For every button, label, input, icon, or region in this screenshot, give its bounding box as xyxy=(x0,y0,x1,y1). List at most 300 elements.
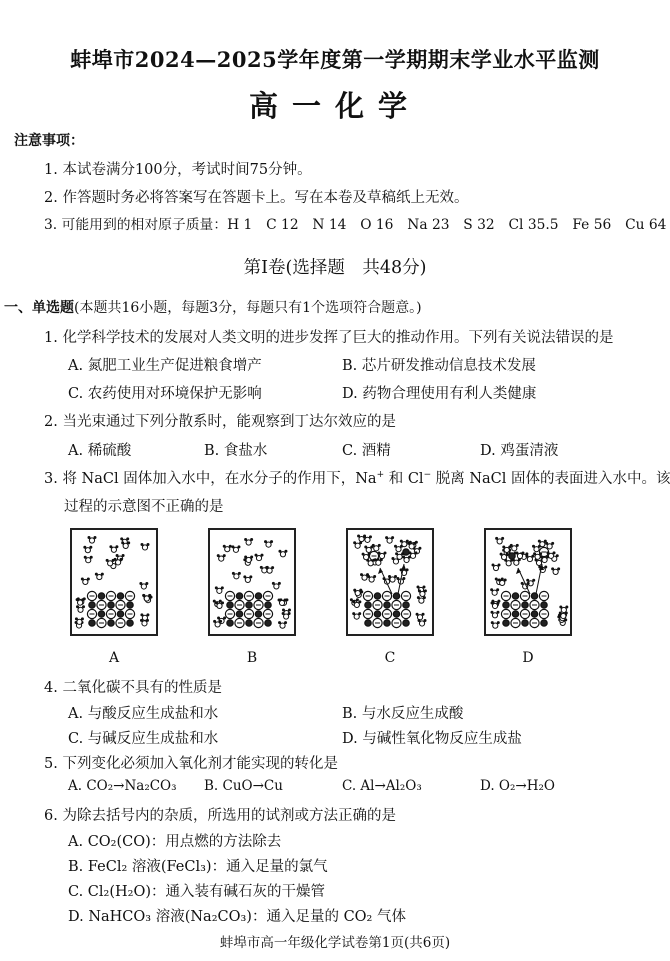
water-hydrogen xyxy=(373,575,376,578)
q3-diagram-d xyxy=(484,528,572,636)
water-hydrogen xyxy=(146,613,149,616)
water-hydrogen xyxy=(229,545,232,548)
water-hydrogen xyxy=(140,543,143,546)
water-hydrogen xyxy=(526,579,529,582)
water-hydrogen xyxy=(553,551,556,554)
sodium-ion xyxy=(265,602,271,608)
water-hydrogen xyxy=(495,578,498,581)
sodium-ion xyxy=(89,602,95,608)
water-oxygen xyxy=(506,561,511,566)
water-oxygen xyxy=(89,538,94,543)
water-oxygen xyxy=(512,546,517,551)
q1-stem: 1. 化学科学技术的发展对人类文明的进步发挥了巨大的推动作用。下列有关说法错误的是 xyxy=(44,330,614,346)
water-oxygen xyxy=(497,539,502,544)
water-hydrogen xyxy=(353,589,356,592)
water-hydrogen xyxy=(76,605,79,608)
water-oxygen xyxy=(97,574,102,579)
water-hydrogen xyxy=(363,535,366,538)
water-hydrogen xyxy=(378,552,381,555)
water-hydrogen xyxy=(250,538,253,541)
water-hydrogen xyxy=(497,621,500,624)
water-hydrogen xyxy=(408,555,411,558)
water-oxygen xyxy=(354,614,359,619)
water-hydrogen xyxy=(145,582,148,585)
water-oxygen xyxy=(284,614,289,619)
water-oxygen xyxy=(504,547,509,552)
q4-option-d: D. 与碱性氧化物反应生成盐 xyxy=(342,731,522,747)
water-oxygen xyxy=(369,577,374,582)
water-oxygen xyxy=(246,557,251,562)
notice-item-1: 1. 本试卷满分100分，考试时间75分钟。 xyxy=(44,162,312,178)
section-heading: 一、单选题 xyxy=(4,300,74,316)
q3-diagram-a-svg xyxy=(72,530,156,634)
water-hydrogen xyxy=(496,611,499,614)
water-oxygen xyxy=(514,560,519,565)
q3-diagram-a xyxy=(70,528,158,636)
water-oxygen xyxy=(77,619,82,624)
water-hydrogen xyxy=(352,612,355,615)
q3-stem-line1 xyxy=(44,467,670,488)
water-hydrogen xyxy=(424,589,427,592)
water-hydrogen xyxy=(109,545,112,548)
water-oxygen xyxy=(86,558,91,563)
water-hydrogen xyxy=(87,536,90,539)
water-hydrogen xyxy=(284,621,287,624)
water-oxygen xyxy=(219,556,224,561)
water-hydrogen xyxy=(352,600,355,603)
sodium-ion xyxy=(509,553,515,559)
water-hydrogen xyxy=(565,611,568,614)
water-hydrogen xyxy=(139,582,142,585)
q3-diagram-d-svg xyxy=(486,530,570,634)
water-oxygen xyxy=(393,559,398,564)
water-oxygen xyxy=(142,621,147,626)
water-oxygen xyxy=(417,615,422,620)
water-hydrogen xyxy=(396,577,399,580)
q4-option-b: B. 与水反应生成酸 xyxy=(342,706,464,722)
water-hydrogen xyxy=(556,554,559,557)
water-hydrogen xyxy=(533,552,536,555)
notice-heading: 注意事项： xyxy=(14,133,84,149)
water-oxygen xyxy=(535,554,540,559)
water-hydrogen xyxy=(490,611,493,614)
water-hydrogen xyxy=(502,545,505,548)
water-oxygen xyxy=(245,577,250,582)
water-oxygen xyxy=(266,542,271,547)
water-hydrogen xyxy=(546,555,549,558)
sodium-ion xyxy=(227,602,233,608)
sodium-ion xyxy=(512,593,518,599)
water-oxygen xyxy=(217,588,222,593)
water-hydrogen xyxy=(219,620,222,623)
water-hydrogen xyxy=(89,546,92,549)
q2-option-d: D. 鸡蛋清液 xyxy=(480,443,559,459)
section-rule: (本题共16小题，每题3分，每题只有1个选项符合题意。) xyxy=(74,300,422,316)
sodium-ion xyxy=(512,611,518,617)
sodium-ion xyxy=(531,593,537,599)
water-hydrogen xyxy=(547,551,550,554)
sodium-ion xyxy=(393,611,399,617)
sodium-ion xyxy=(374,593,380,599)
water-hydrogen xyxy=(532,545,535,548)
water-oxygen xyxy=(534,547,539,552)
water-hydrogen xyxy=(82,598,85,601)
q2-option-a: A. 稀硫酸 xyxy=(68,443,132,459)
sodium-ion xyxy=(503,620,509,626)
water-hydrogen xyxy=(142,594,145,597)
q3-label-a: A xyxy=(108,650,120,666)
water-hydrogen xyxy=(510,544,513,547)
water-oxygen xyxy=(280,623,285,628)
water-oxygen xyxy=(144,596,149,601)
water-hydrogen xyxy=(223,545,226,548)
q3-label-c: C xyxy=(384,650,396,666)
water-oxygen xyxy=(78,607,83,612)
water-hydrogen xyxy=(101,573,104,576)
water-oxygen xyxy=(368,561,373,566)
q6-stem: 6. 为除去括号内的杂质，所选用的试剂或方法正确的是 xyxy=(44,808,396,824)
q3-label-b: B xyxy=(246,650,258,666)
water-oxygen xyxy=(548,553,553,558)
water-hydrogen xyxy=(271,566,274,569)
water-hydrogen xyxy=(368,553,371,556)
water-hydrogen xyxy=(87,577,90,580)
water-hydrogen xyxy=(75,617,78,620)
sodium-ion xyxy=(365,620,371,626)
sodium-ion xyxy=(127,602,133,608)
water-hydrogen xyxy=(418,589,421,592)
water-hydrogen xyxy=(217,616,220,619)
water-hydrogen xyxy=(82,605,85,608)
water-hydrogen xyxy=(120,537,123,540)
sodium-ion xyxy=(384,620,390,626)
water-hydrogen xyxy=(416,613,419,616)
water-hydrogen xyxy=(221,601,224,604)
water-hydrogen xyxy=(557,567,560,570)
water-oxygen xyxy=(410,553,415,558)
water-oxygen xyxy=(111,547,116,552)
water-hydrogen xyxy=(93,536,96,539)
water-hydrogen xyxy=(213,620,216,623)
water-hydrogen xyxy=(238,572,241,575)
water-hydrogen xyxy=(215,586,218,589)
q3-stem-part1: 3. 将 NaCl 固体加入水中，在水分子的作用下，Na xyxy=(44,471,377,487)
q3-stem-part3: 脱离 NaCl 固体的表面进入水中。该 xyxy=(431,471,670,487)
water-oxygen xyxy=(234,574,239,579)
q2-option-b: B. 食盐水 xyxy=(204,443,268,459)
water-hydrogen xyxy=(492,564,495,567)
water-oxygen xyxy=(387,538,392,543)
water-hydrogen xyxy=(385,536,388,539)
sodium-ion xyxy=(531,611,537,617)
sodium-ion xyxy=(541,620,547,626)
water-hydrogen xyxy=(388,575,391,578)
q2-stem: 2. 当光束通过下列分散系时，能观察到丁达尔效应的是 xyxy=(44,414,396,430)
water-oxygen xyxy=(390,577,395,582)
q5-option-c: C. Al→Al₂O₃ xyxy=(342,778,422,794)
water-hydrogen xyxy=(362,553,365,556)
sodium-ion xyxy=(236,593,242,599)
water-oxygen xyxy=(362,575,367,580)
water-hydrogen xyxy=(559,605,562,608)
water-oxygen xyxy=(365,537,370,542)
water-hydrogen xyxy=(244,538,247,541)
water-hydrogen xyxy=(394,575,397,578)
water-hydrogen xyxy=(266,566,269,569)
q1-option-b: B. 芯片研发推动信息技术发展 xyxy=(342,358,536,374)
q6-option-d: D. NaHCO₃ 溶液(Na₂CO₃)：通入足量的 CO₂ 气体 xyxy=(68,909,406,925)
sodium-ion xyxy=(541,602,547,608)
water-hydrogen xyxy=(498,564,501,567)
water-hydrogen xyxy=(121,541,124,544)
water-oxygen xyxy=(83,579,88,584)
water-oxygen xyxy=(500,580,505,585)
water-oxygen xyxy=(501,555,506,560)
water-hydrogen xyxy=(270,540,273,543)
water-oxygen xyxy=(141,584,146,589)
water-oxygen xyxy=(540,542,545,547)
water-hydrogen xyxy=(106,559,109,562)
water-hydrogen xyxy=(424,619,427,622)
q6-option-c: C. Cl₂(H₂O)：通入装有碱石灰的干燥管 xyxy=(68,884,325,900)
q5-option-b: B. CuO→Cu xyxy=(204,778,283,794)
water-hydrogen xyxy=(538,540,541,543)
section-instruction xyxy=(4,297,422,317)
water-hydrogen xyxy=(250,555,253,558)
water-hydrogen xyxy=(491,621,494,624)
water-hydrogen xyxy=(384,552,387,555)
water-hydrogen xyxy=(272,582,275,585)
sodium-ion xyxy=(117,611,123,617)
water-hydrogen xyxy=(146,619,149,622)
water-hydrogen xyxy=(76,598,79,601)
water-hydrogen xyxy=(364,545,367,548)
q3-diagram-b xyxy=(208,528,296,636)
water-oxygen xyxy=(547,544,552,549)
water-hydrogen xyxy=(532,579,535,582)
water-hydrogen xyxy=(510,559,513,562)
water-hydrogen xyxy=(140,613,143,616)
q3-stem-sup1: + xyxy=(376,470,385,480)
sodium-ion xyxy=(117,593,123,599)
water-oxygen xyxy=(217,603,222,608)
section-title: 第Ⅰ卷(选择题 共48分) xyxy=(243,258,427,278)
water-hydrogen xyxy=(120,558,123,561)
water-hydrogen xyxy=(504,578,507,581)
water-hydrogen xyxy=(369,535,372,538)
water-oxygen xyxy=(262,568,267,573)
water-hydrogen xyxy=(244,555,247,558)
water-hydrogen xyxy=(81,617,84,620)
water-hydrogen xyxy=(422,586,425,589)
sodium-ion xyxy=(393,593,399,599)
sodium-ion xyxy=(108,620,114,626)
q3-stem-part2: 和 Cl xyxy=(384,471,424,487)
sodium-ion xyxy=(227,620,233,626)
sodium-ion xyxy=(98,593,104,599)
water-hydrogen xyxy=(565,605,568,608)
water-hydrogen xyxy=(288,612,291,615)
q4-stem: 4. 二氧化碳不具有的性质是 xyxy=(44,680,222,696)
water-oxygen xyxy=(246,540,251,545)
water-hydrogen xyxy=(391,536,394,539)
page-footer: 蚌埠市高一年级化学试卷第1页(共6页) xyxy=(219,935,451,951)
water-hydrogen xyxy=(418,547,421,550)
sodium-ion xyxy=(384,602,390,608)
water-oxygen xyxy=(108,561,113,566)
water-hydrogen xyxy=(527,582,530,585)
water-hydrogen xyxy=(506,553,509,556)
water-hydrogen xyxy=(221,586,224,589)
water-hydrogen xyxy=(84,556,87,559)
water-hydrogen xyxy=(278,582,281,585)
water-hydrogen xyxy=(284,598,287,601)
water-hydrogen xyxy=(217,554,220,557)
water-oxygen xyxy=(374,546,379,551)
sodium-ion xyxy=(98,611,104,617)
q1-option-d: D. 药物合理使用有利人类健康 xyxy=(342,386,537,402)
water-oxygen xyxy=(396,547,401,552)
water-hydrogen xyxy=(422,613,425,616)
q6-option-b: B. FeCl₂ 溶液(FeCl₃)：通入足量的氯气 xyxy=(68,859,328,875)
water-oxygen xyxy=(215,622,220,627)
water-hydrogen xyxy=(122,554,125,557)
water-oxygen xyxy=(225,547,230,552)
water-oxygen xyxy=(355,543,360,548)
water-hydrogen xyxy=(490,588,493,591)
sodium-ion xyxy=(403,602,409,608)
water-oxygen xyxy=(404,557,409,562)
water-hydrogen xyxy=(395,552,398,555)
water-hydrogen xyxy=(401,552,404,555)
water-hydrogen xyxy=(278,621,281,624)
sodium-ion xyxy=(108,602,114,608)
water-oxygen xyxy=(359,536,364,541)
water-oxygen xyxy=(233,547,238,552)
notice-item-2: 2. 作答题时务必将答案写在答题卡上。写在本卷及草稿纸上无效。 xyxy=(44,190,469,206)
water-hydrogen xyxy=(551,542,554,545)
water-oxygen xyxy=(142,545,147,550)
water-hydrogen xyxy=(249,575,252,578)
q5-stem: 5. 下列变化必须加入氧化剂才能实现的转化是 xyxy=(44,756,338,772)
water-hydrogen xyxy=(545,542,548,545)
water-hydrogen xyxy=(231,545,234,548)
water-hydrogen xyxy=(372,544,375,547)
water-oxygen xyxy=(420,591,425,596)
water-hydrogen xyxy=(215,601,218,604)
water-hydrogen xyxy=(544,565,547,568)
water-hydrogen xyxy=(417,596,420,599)
water-hydrogen xyxy=(278,550,281,553)
water-oxygen xyxy=(279,600,284,605)
water-hydrogen xyxy=(357,535,360,538)
q3-stem-line2: 过程的示意图不正确的是 xyxy=(64,499,224,515)
water-hydrogen xyxy=(406,568,409,571)
water-hydrogen xyxy=(116,554,119,557)
water-hydrogen xyxy=(500,553,503,556)
water-oxygen xyxy=(409,544,414,549)
water-oxygen xyxy=(561,613,566,618)
water-hydrogen xyxy=(378,544,381,547)
q3-stem-sup2: − xyxy=(423,470,432,480)
water-hydrogen xyxy=(146,543,149,546)
water-oxygen xyxy=(280,552,285,557)
q4-option-c: C. 与碱反应生成盐和水 xyxy=(68,731,219,747)
water-hydrogen xyxy=(559,611,562,614)
water-hydrogen xyxy=(380,558,383,561)
q3-diagram-c-svg xyxy=(348,530,432,634)
water-hydrogen xyxy=(260,566,263,569)
water-hydrogen xyxy=(418,619,421,622)
water-oxygen xyxy=(274,584,279,589)
water-hydrogen xyxy=(516,552,519,555)
water-hydrogen xyxy=(243,575,246,578)
water-hydrogen xyxy=(402,577,405,580)
water-hydrogen xyxy=(498,578,501,581)
sodium-ion xyxy=(522,620,528,626)
sodium-ion xyxy=(374,611,380,617)
q5-option-d: D. O₂→H₂O xyxy=(480,778,555,794)
water-hydrogen xyxy=(223,616,226,619)
water-oxygen xyxy=(493,565,498,570)
water-hydrogen xyxy=(350,598,353,601)
water-oxygen xyxy=(419,621,424,626)
water-oxygen xyxy=(363,555,368,560)
q6-option-a: A. CO₂(CO)：用点燃的方法除去 xyxy=(68,834,282,850)
water-hydrogen xyxy=(126,537,129,540)
water-hydrogen xyxy=(501,537,504,540)
water-oxygen xyxy=(366,547,371,552)
sodium-ion xyxy=(246,620,252,626)
water-hydrogen xyxy=(95,573,98,576)
water-hydrogen xyxy=(413,542,416,545)
water-hydrogen xyxy=(495,537,498,540)
water-hydrogen xyxy=(114,558,117,561)
exam-title: 蚌埠市2024—2025学年度第一学期期末学业水平监测 xyxy=(70,47,600,72)
water-hydrogen xyxy=(391,557,394,560)
water-hydrogen xyxy=(81,577,84,580)
water-oxygen xyxy=(379,553,384,558)
sodium-ion xyxy=(127,620,133,626)
water-hydrogen xyxy=(282,612,285,615)
water-hydrogen xyxy=(278,598,281,601)
water-oxygen xyxy=(492,590,497,595)
water-hydrogen xyxy=(223,554,226,557)
q1-option-a: A. 氮肥工业生产促进粮食增产 xyxy=(68,358,262,374)
sodium-ion xyxy=(89,620,95,626)
sodium-ion xyxy=(265,620,271,626)
water-hydrogen xyxy=(255,554,258,557)
water-hydrogen xyxy=(522,552,525,555)
water-hydrogen xyxy=(261,554,264,557)
water-hydrogen xyxy=(83,546,86,549)
water-hydrogen xyxy=(409,551,412,554)
exam-subject: 高一化学 xyxy=(248,89,421,123)
q1-option-c: C. 农药使用对环境保护无影响 xyxy=(68,386,262,402)
sodium-ion xyxy=(403,620,409,626)
water-hydrogen xyxy=(407,542,410,545)
sodium-ion xyxy=(255,611,261,617)
water-hydrogen xyxy=(115,545,118,548)
water-oxygen xyxy=(527,556,532,561)
q2-option-c: C. 酒精 xyxy=(342,443,391,459)
water-hydrogen xyxy=(282,609,285,612)
water-hydrogen xyxy=(416,586,419,589)
water-hydrogen xyxy=(356,598,359,601)
water-hydrogen xyxy=(394,545,397,548)
water-hydrogen xyxy=(497,601,500,604)
water-oxygen xyxy=(517,553,522,558)
